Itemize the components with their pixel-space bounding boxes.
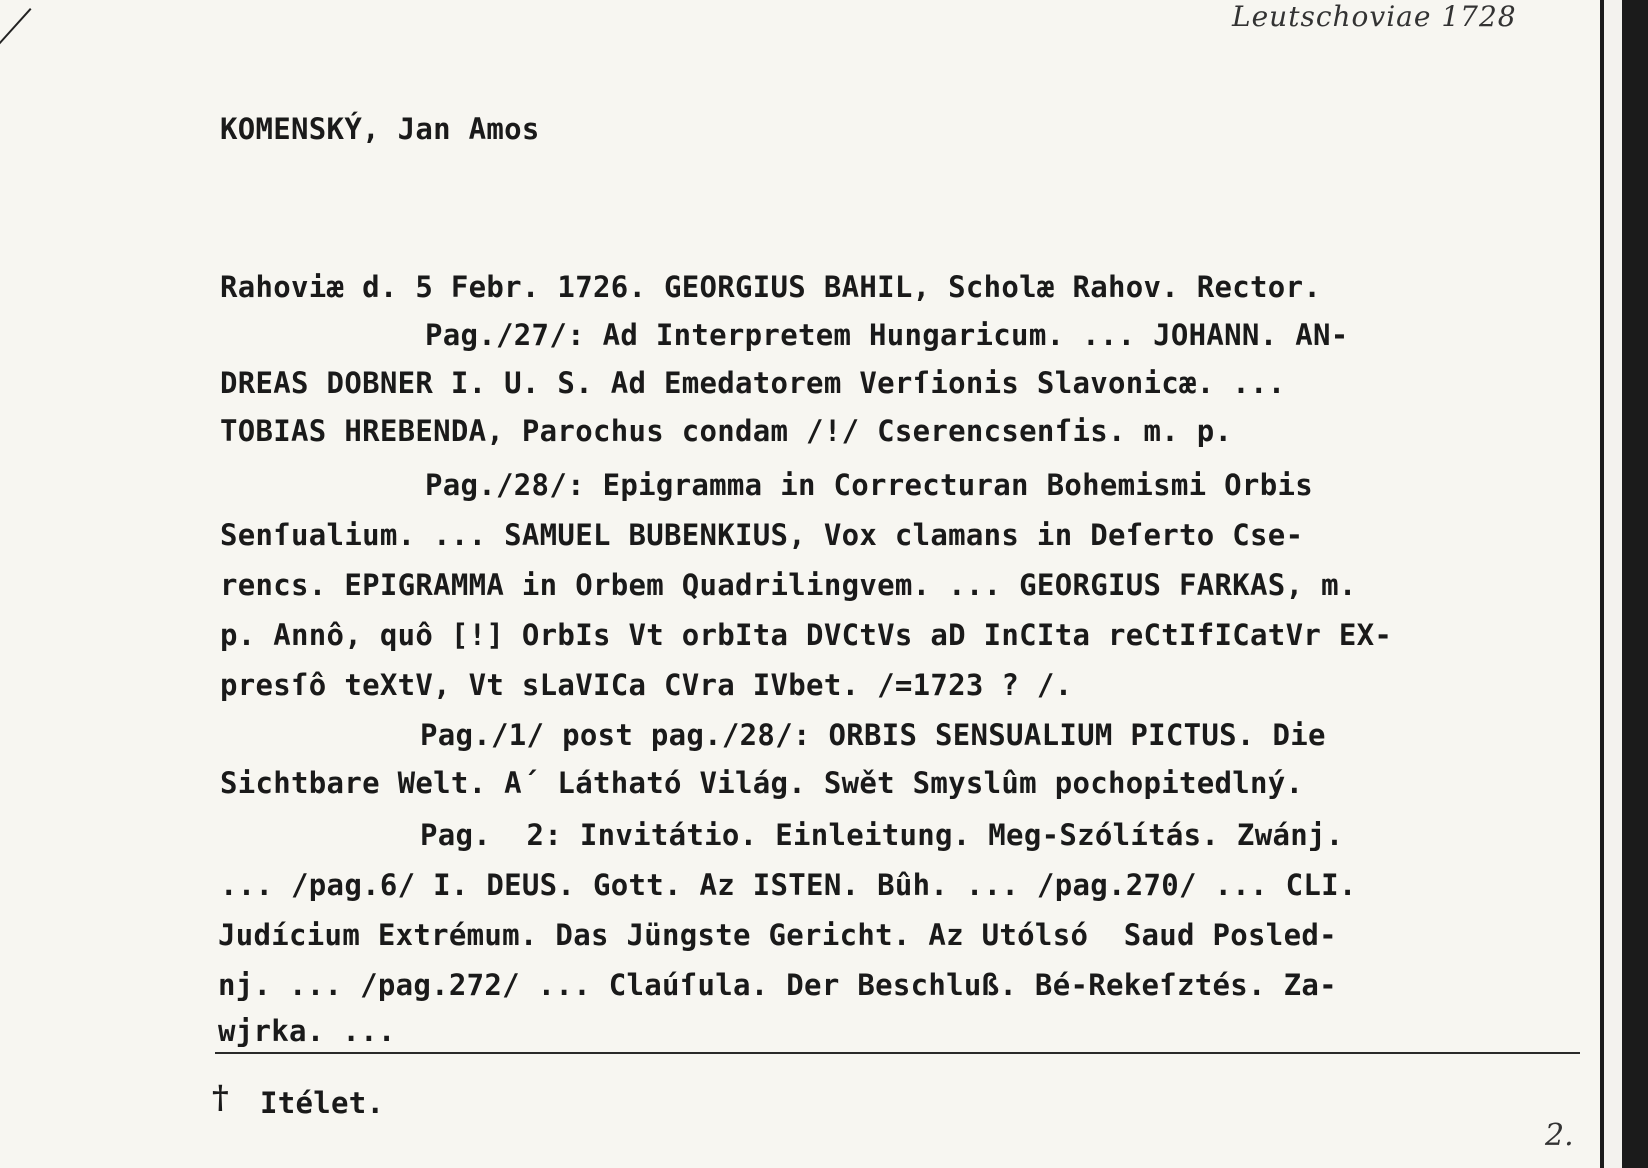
footnote-text: Itélet.: [260, 1086, 385, 1120]
handwritten-note: Leutschoviae 1728: [1232, 0, 1517, 33]
text-line-13: ... /pag.6/ I. DEUS. Gott. Az ISTEN. Bûh. ... /pag.270/ ... CLI.: [220, 868, 1357, 902]
text-line-1: Rahoviæ d. 5 Febr. 1726. GEORGIUS BAHIL, Scholæ Rahov. Rector.: [220, 270, 1322, 304]
text-line-9: presſô teXtV, Vt sLaVICa CVra IVbet. /=1723 ? /.: [220, 668, 1073, 702]
text-line-4: TOBIAS HREBENDA, Parochus condam /!/ Cserencsenſis. m. p.: [220, 414, 1233, 448]
text-line-16: wjrka. ...: [218, 1014, 396, 1048]
footnote-divider: [215, 1052, 1580, 1054]
text-line-7: rencs. EPIGRAMMA in Orbem Quadrilingvem. ... GEORGIUS FARKAS, m.: [220, 568, 1357, 602]
next-card-edge: [1604, 0, 1622, 1168]
text-line-11: Sichtbare Welt. A´ Látható Világ. Swět Smyslûm pochopitedlný.: [220, 766, 1304, 800]
text-line-15: nj. ... /pag.272/ ... Claúſula. Der Beschluß. Bé-Rekeſztés. Za-: [218, 968, 1337, 1002]
text-line-12: Pag. 2: Invitátio. Einleitung. Meg-Szólítás. Zwánj.: [420, 818, 1344, 852]
diagonal-pen-line: [0, 8, 31, 121]
text-line-3: DREAS DOBNER I. U. S. Ad Emedatorem Verſionis Slavonicæ. ...: [220, 366, 1286, 400]
text-line-14: Judícium Extrémum. Das Jüngste Gericht. Az Utólsó Saud Posled-: [218, 918, 1337, 952]
text-line-5: Pag./28/: Epigramma in Correcturan Bohemismi Orbis: [425, 468, 1313, 502]
text-line-10: Pag./1/ post pag./28/: ORBIS SENSUALIUM PICTUS. Die: [420, 718, 1326, 752]
text-line-2: Pag./27/: Ad Interpretem Hungaricum. ... JOHANN. AN-: [425, 318, 1349, 352]
text-line-8: p. Annô, quô [!] OrbIs Vt orbIta DVCtVs aD InCIta reCtIfICatVr EX-: [220, 618, 1393, 652]
scan-border: [1600, 0, 1648, 1168]
author-heading: KOMENSKÝ, Jan Amos: [220, 112, 540, 146]
handwritten-page-number: 2.: [1545, 1118, 1574, 1153]
text-line-6: Senſualium. ... SAMUEL BUBENKIUS, Vox clamans in Deſerto Cse-: [220, 518, 1304, 552]
footnote-mark: †: [212, 1078, 229, 1116]
